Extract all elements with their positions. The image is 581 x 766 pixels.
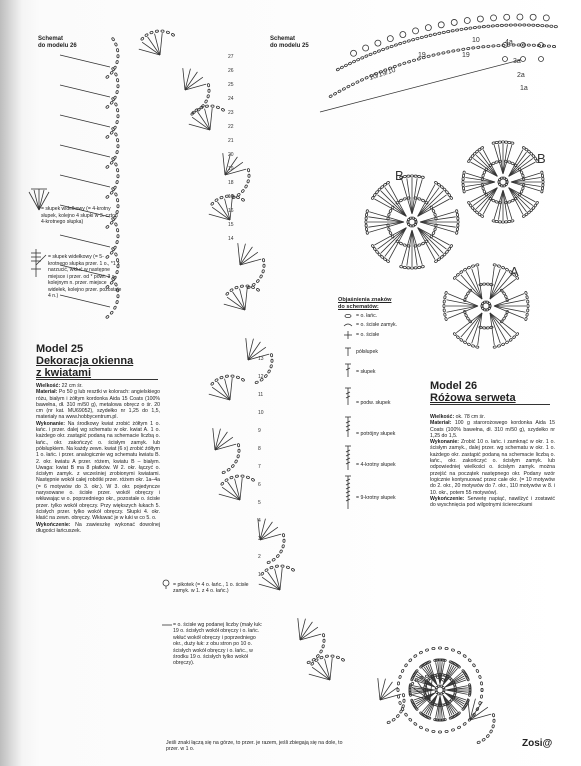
row-number: 11 [258, 392, 264, 398]
row-number: 19 [228, 166, 234, 172]
row-number: 1 [258, 572, 261, 578]
model26-execution-value: Zrobić 10 o. łańc. i zamknąć w okr. 1 o. ścisłym zamyk., dalej przer. wg schematu w okr. 1 o. każdego okr. zastąpić podaną na schemacie liczbą o. łańc., okr. zakończyć o. ścisłym zamyk. lub odpowiedniej wielkości o. ścisłym zamyk. można przejść na początek następnego okr. Podany wzór logicznie kontynuować przez całe okr. (= 10 motywów do 2. okr., 20 motywów do 7. okr., 110 motywów w 8. i 10. okr., potem 55 motywów). [430, 439, 555, 496]
model25-size-value: 22 cm śr. [61, 383, 83, 389]
model26-title-name: Różowa serweta [430, 392, 516, 404]
footnote: Jeśli znaki łączą się na górze, to przer. je razem, jeśli zbiegają się na dole, to przer. w 1 o. [166, 740, 343, 753]
legend-slip-stitch: = o. ścisłe zamyk. [356, 322, 398, 328]
label-10-19-10: 10/19/10 [368, 66, 397, 82]
legend-arc-note: = o. ścisłe wg podanej liczby (mały łuk: 19 o. ścisłych wokół obręczy i o. łańc. wkłuć wokół obręczy i poprzedniego okr., duży łuk: z obu stron po 10 o. ścisłych wokół obręczy i o. łańc., w środku 19 o. ścisłych tylko wokół obręczy). [173, 622, 263, 667]
row-number: 13 [258, 356, 264, 362]
model26-description [430, 414, 555, 508]
schema25-header-line2: do modelu 25 [270, 43, 309, 49]
row-number: 5 [258, 500, 261, 506]
model26-size-value: ok. 78 cm śr. [455, 414, 486, 420]
model26-material-label: Materiał: [430, 420, 452, 427]
row-number: 25 [228, 82, 234, 88]
row-number: 27 [228, 54, 234, 60]
row-number: 15 [228, 222, 234, 228]
row-number: 26 [228, 68, 234, 74]
row-number: 22 [228, 124, 234, 130]
model25-finish-value: Na zawieszkę wykonać dowolnej długości łańcuszek. [36, 521, 160, 534]
row-number: 21 [228, 138, 234, 144]
row-number: 18 [228, 180, 234, 186]
row-number: 23 [228, 110, 234, 116]
row-number: 8 [258, 446, 261, 452]
legend-title [338, 297, 428, 311]
row-number: 3 [258, 536, 261, 542]
legend-triple-treble: = potrójny słupek [356, 431, 396, 437]
row-number: 20 [228, 152, 234, 158]
legend-picot: = pikotek (= 4 o. łańc., 1 o. ścisłe zamyk. w 1. z 4 o. łańc.) [173, 582, 249, 595]
model25-description [36, 383, 160, 534]
row-number: 9 [258, 428, 261, 434]
model25-execution-label: Wykonanie: [36, 420, 66, 427]
model25-title-name: Dekoracja okienna [36, 355, 134, 367]
flower-b-label-2: B [537, 151, 546, 166]
model25-title-number: Model 25 [36, 343, 84, 355]
legend-4-times: = 4-krotny słupek [356, 462, 396, 468]
model25-material-value: Po 50 g lub resztki w kolorach: angielskiego różu, białym i żółtym kordonka Aida 15 Coats (100% bawełna, dł. 310 m/50 g), metalowa obręcz o śr. 20 cm (nr kat. MU69052), szydełko nr 1,25 do 1,5, materiały na www.hobbycentrum.pl. [36, 389, 160, 421]
label-1a: 1a [520, 85, 528, 92]
label-10: 10 [472, 37, 480, 44]
legend-stitch-symbols [340, 313, 360, 513]
model26-finish-label: Wykończenie: [430, 495, 465, 502]
row-number: 17 [228, 194, 234, 200]
model26-finish-value: Serwetę napiąć, nawilżyć i zostawić do wyschnięcia pod wilgotnymi ściereczkami [430, 495, 555, 509]
legend-title-line1: Objaśnienia znaków [338, 297, 392, 303]
model25-title-name-2: z kwiatami [36, 367, 92, 379]
row-number: 16 [228, 208, 234, 214]
row-number: 4 [258, 518, 261, 524]
model25-size-label: Wielkość: [36, 383, 61, 389]
model25-title-block [36, 343, 158, 380]
label-3a: 3a [513, 58, 521, 65]
row-number: 24 [228, 96, 234, 102]
row-number: 12 [258, 374, 264, 380]
row-number: 14 [228, 236, 234, 242]
label-19a: 19 [462, 52, 470, 59]
schema26-header-line1: Schemat [38, 36, 64, 42]
row-number: 2 [258, 554, 261, 560]
label-2a: 2a [517, 72, 525, 79]
row-number: 7 [258, 464, 261, 470]
signature: Zosi@ [522, 738, 553, 749]
legend-chain: = o. łańc. [356, 313, 378, 319]
row-number: 10 [258, 410, 264, 416]
legend-title-line2: do schematów: [338, 304, 379, 310]
model26-title-block [430, 380, 550, 405]
model26-size-label: Wielkość: [430, 414, 455, 420]
model26-title-number: Model 26 [430, 380, 478, 392]
legend-forked-5: = słupek widełkowy (= 5-krotnego słupka przer. 1 o., *1 x narzucić, wkłuć w następne miejsce i przer. od * powt. 3 x, kolejnym n. przer. miejsce widełek, kolejno przer. pozostałe 4 n.) [48, 254, 122, 299]
row-number: 6 [258, 482, 261, 488]
flower-b-label-1: B [395, 168, 404, 183]
legend-treble: = podw. słupek [356, 400, 391, 406]
label-4a: 4a [505, 39, 513, 46]
label-19b: 19 [418, 52, 426, 59]
legend-9-times: = 9-krotny słupek [356, 495, 396, 501]
model26-execution-label: Wykonanie: [430, 439, 460, 446]
model25-execution-value: Na środkowy kwiat zrobić żółtym 1 o. łańc. i przer. dalej wg schematu w okr. kwiat A. 1 o. każdego okr. zastąpić podaną na schemacie liczbą o. łańc., okr. zakończyć o. ścisłym zamyk. lub półsłupkiem. Na każdy zewn. kwiat (6 x) zrobić żółtym 1 o. łańc. i przer. analogicznie wg schematu kwiatu B. 2. okr. kwiatu A przer. różem, kwiatu B – białym. Uwaga: kwiat B ma 8 płatków. W 2. okr. łączyć o. ścisłym zamyk. z wcześniej zrobionymi kwiatami. Następnie wokół całej robótki przer. różem okr. 1a–4a (= 6 motywów do 3. okr.). W 3. okr. pojedyncze narysowane o. ścisłe przer. wokół obręczy i wkłuwając w o. poprzedniego okr., pozostałe o. ścisłe przer. tylko wokół obręczy. Przy większych łukach 5. ścisłych przer. tylko wokół obręczy. Słupki 4. okr. kłaść na zewn. obręczy. Wkłuwać je w łuki w co 5. o. [36, 420, 160, 522]
legend-forked-4: = słupek widełkowy (= 4-krotny słupek, kolejno 4 słupki w 3. czton 4-krotnego słupka) [41, 206, 118, 225]
flower-a-label: A [510, 264, 519, 279]
legend-double: = słupek [356, 369, 376, 375]
schema25-header-line1: Schemat [270, 36, 296, 42]
legend-single-crochet: = o. ścisłe [356, 332, 380, 338]
model25-finish-label: Wykończenie: [36, 521, 71, 528]
model25-material-label: Materiał: [36, 389, 58, 396]
model26-material-value: 100 g starorożowego kordonka Aida 15 Coats (100% bawełna, dł. 310 m/50 g), szydełko nr 1,25 do 1,5. [430, 420, 555, 439]
legend-half-double: półsłupek [356, 349, 378, 355]
schema26-header-line2: do modelu 26 [38, 43, 77, 49]
picot-symbol [160, 578, 174, 592]
